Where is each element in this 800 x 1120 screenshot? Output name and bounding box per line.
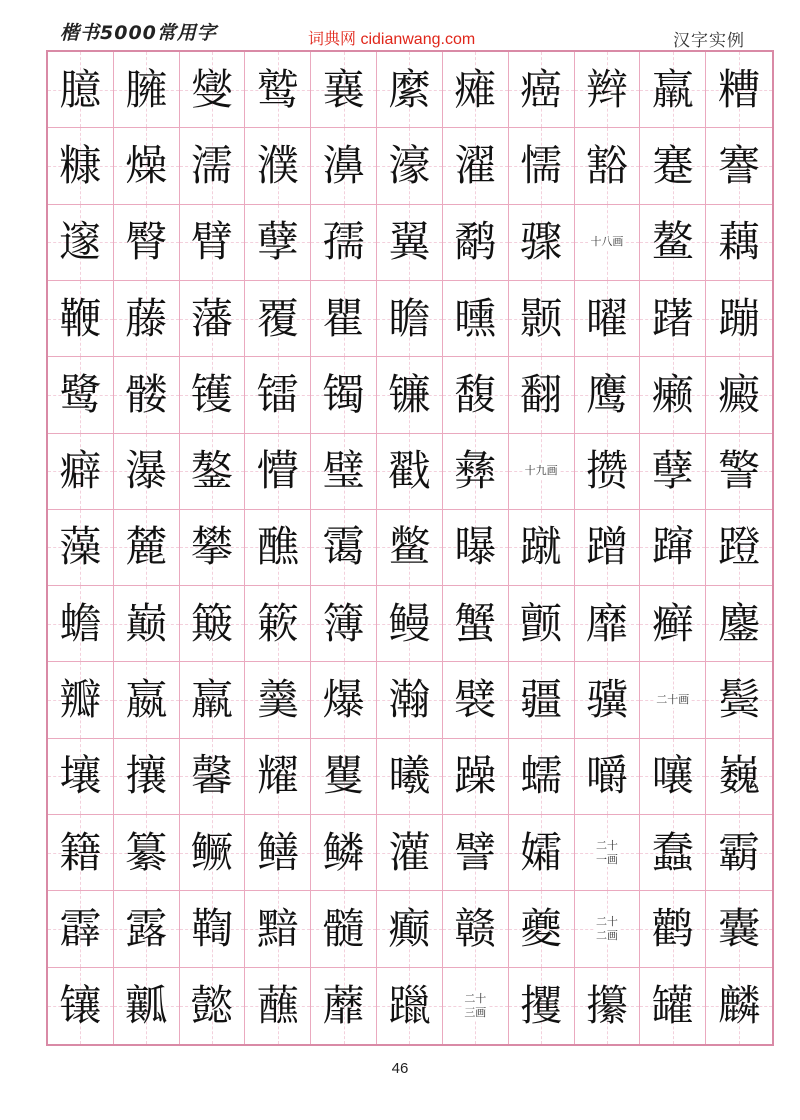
character-cell [245, 52, 311, 128]
character: 邃 [59, 217, 102, 267]
character-cell [311, 510, 377, 586]
character: 鞭 [59, 293, 102, 343]
character: 巅 [125, 598, 168, 648]
character: 譬 [454, 827, 497, 877]
character: 蹴 [520, 522, 563, 572]
character: 攒 [585, 446, 628, 496]
character-cell [443, 128, 509, 204]
character: 癣 [651, 598, 694, 648]
character-cell [377, 281, 443, 357]
character: 蟹 [454, 598, 497, 648]
character-cell [377, 434, 443, 510]
character-cell [114, 281, 180, 357]
character-cell [311, 281, 377, 357]
character: 嬴 [125, 675, 168, 725]
character: 濮 [256, 140, 299, 190]
character-cell [509, 357, 575, 433]
character: 鳜 [191, 827, 234, 877]
character-cell [114, 815, 180, 891]
character-cell [640, 968, 706, 1044]
character: 癜 [718, 369, 761, 419]
character: 矍 [322, 751, 365, 801]
character: 麟 [718, 980, 761, 1030]
character-cell [377, 128, 443, 204]
character-cell [575, 281, 641, 357]
character: 镯 [322, 369, 365, 419]
stroke-count-label: 十九画 [524, 464, 558, 478]
character-cell [311, 891, 377, 967]
character: 懦 [520, 140, 563, 190]
character: 曜 [585, 293, 628, 343]
character-cell [114, 52, 180, 128]
character-cell [706, 815, 772, 891]
character-cell [706, 205, 772, 281]
character: 鞫 [191, 904, 234, 954]
character: 躐 [388, 980, 431, 1030]
character: 霭 [322, 522, 365, 572]
character-cell [706, 434, 772, 510]
character: 糠 [59, 140, 102, 190]
character-cell [706, 968, 772, 1044]
character-cell [377, 891, 443, 967]
stroke-count-label: 二十 三画 [464, 992, 487, 1019]
character-cell [114, 739, 180, 815]
character-cell [377, 52, 443, 128]
character: 曝 [454, 522, 497, 572]
character: 簌 [256, 598, 299, 648]
character: 霹 [59, 904, 102, 954]
section-label: 汉字实例 [673, 31, 745, 51]
character-cell [180, 357, 246, 433]
character: 嚷 [651, 751, 694, 801]
character: 颤 [520, 598, 563, 648]
character: 癖 [59, 446, 102, 496]
character: 鹭 [59, 369, 102, 419]
character-cell [114, 205, 180, 281]
character: 蘸 [256, 980, 299, 1030]
character: 蟾 [59, 598, 102, 648]
character: 瞿 [322, 293, 365, 343]
character: 警 [718, 446, 761, 496]
character-cell [245, 662, 311, 738]
character: 瓤 [125, 980, 168, 1030]
character-cell [706, 739, 772, 815]
character: 濞 [322, 140, 365, 190]
character-cell [377, 815, 443, 891]
stroke-count-cell [575, 891, 641, 967]
character-cell [575, 52, 641, 128]
character-cell [575, 128, 641, 204]
character: 骥 [585, 675, 628, 725]
character-cell [48, 281, 114, 357]
stroke-count-cell [575, 205, 641, 281]
character-cell [245, 510, 311, 586]
character-cell [509, 510, 575, 586]
character-cell [640, 586, 706, 662]
book-title: 楷书5000常用字 [60, 22, 217, 44]
character: 醮 [256, 522, 299, 572]
character-cell [706, 586, 772, 662]
character-cell [640, 510, 706, 586]
character-cell [377, 662, 443, 738]
character: 燮 [191, 64, 234, 114]
character-cell [48, 891, 114, 967]
character-cell [48, 128, 114, 204]
character: 濠 [388, 140, 431, 190]
character-cell [48, 586, 114, 662]
character-cell [180, 205, 246, 281]
character: 璧 [322, 446, 365, 496]
character-cell [706, 662, 772, 738]
character-cell [180, 434, 246, 510]
character-cell [509, 968, 575, 1044]
character: 攫 [520, 980, 563, 1030]
character-cell [311, 52, 377, 128]
character-cell [48, 662, 114, 738]
character: 蠢 [651, 827, 694, 877]
character-cell [706, 510, 772, 586]
stroke-count-cell [640, 662, 706, 738]
character-cell [509, 128, 575, 204]
character: 鳖 [388, 522, 431, 572]
character: 藤 [125, 293, 168, 343]
character: 蹿 [651, 522, 694, 572]
character-cell [114, 357, 180, 433]
character-cell [509, 205, 575, 281]
character-cell [245, 205, 311, 281]
character-cell [311, 815, 377, 891]
character-cell [245, 128, 311, 204]
character: 鏊 [191, 446, 234, 496]
character: 髅 [125, 369, 168, 419]
character-cell [443, 357, 509, 433]
character: 爆 [322, 675, 365, 725]
character-cell [377, 586, 443, 662]
character: 瞻 [388, 293, 431, 343]
character: 孽 [256, 217, 299, 267]
character-cell [114, 586, 180, 662]
character-cell [311, 739, 377, 815]
character: 癫 [388, 904, 431, 954]
character: 孽 [651, 446, 694, 496]
character: 耀 [256, 751, 299, 801]
character: 黯 [256, 904, 299, 954]
character: 壤 [59, 751, 102, 801]
character: 霸 [718, 827, 761, 877]
character: 赣 [454, 904, 497, 954]
character-grid [48, 52, 772, 1044]
character: 瓣 [59, 675, 102, 725]
character: 蘼 [322, 980, 365, 1030]
character: 罐 [651, 980, 694, 1030]
character: 鬓 [718, 675, 761, 725]
character-cell [114, 510, 180, 586]
character-cell [706, 891, 772, 967]
character: 藕 [718, 217, 761, 267]
character-cell [509, 662, 575, 738]
site-watermark: 词典网 cidianwang.com [308, 31, 476, 48]
character: 鹫 [256, 64, 299, 114]
character-cell [180, 662, 246, 738]
character-cell [509, 891, 575, 967]
character: 镶 [59, 980, 102, 1030]
character-cell [245, 281, 311, 357]
character-cell [311, 968, 377, 1044]
character-cell [706, 52, 772, 128]
character-cell [377, 510, 443, 586]
character-cell [509, 52, 575, 128]
character-cell [48, 205, 114, 281]
character-cell [114, 662, 180, 738]
character-cell [377, 357, 443, 433]
character-cell [180, 281, 246, 357]
character: 纂 [125, 827, 168, 877]
character-cell [311, 586, 377, 662]
character-cell [377, 205, 443, 281]
character-cell [443, 891, 509, 967]
character-cell [48, 739, 114, 815]
character: 髓 [322, 904, 365, 954]
character-cell [443, 815, 509, 891]
character: 縻 [388, 64, 431, 114]
character: 躁 [454, 751, 497, 801]
character: 灌 [388, 827, 431, 877]
character-cell [575, 968, 641, 1044]
stroke-count-label: 十八画 [590, 235, 624, 249]
character-cell [245, 815, 311, 891]
character-cell [640, 281, 706, 357]
character-cell [311, 662, 377, 738]
character: 瘫 [454, 64, 497, 114]
character-cell [48, 510, 114, 586]
character: 馨 [191, 751, 234, 801]
character-cell [245, 357, 311, 433]
character: 藩 [191, 293, 234, 343]
character-cell [575, 662, 641, 738]
character: 攘 [125, 751, 168, 801]
character-cell [706, 128, 772, 204]
character: 羸 [651, 64, 694, 114]
character-grid-frame [46, 50, 774, 1046]
character-cell [311, 357, 377, 433]
character: 癌 [520, 64, 563, 114]
character-cell [245, 891, 311, 967]
character-cell [443, 662, 509, 738]
character: 镭 [256, 369, 299, 419]
character-cell [377, 968, 443, 1044]
character: 臂 [191, 217, 234, 267]
character: 巍 [718, 751, 761, 801]
character-cell [311, 205, 377, 281]
character-cell [443, 739, 509, 815]
character-cell [509, 815, 575, 891]
character: 濯 [454, 140, 497, 190]
character: 覆 [256, 293, 299, 343]
character-cell [180, 586, 246, 662]
character-cell [311, 128, 377, 204]
character-cell [575, 510, 641, 586]
character-cell [640, 815, 706, 891]
character-cell [509, 739, 575, 815]
character-cell [640, 205, 706, 281]
character-cell [114, 968, 180, 1044]
character: 懿 [191, 980, 234, 1030]
character: 鳌 [651, 217, 694, 267]
character: 馥 [454, 369, 497, 419]
character: 鹳 [651, 904, 694, 954]
character: 躇 [651, 293, 694, 343]
character: 臀 [125, 217, 168, 267]
character: 臆 [59, 64, 102, 114]
stroke-count-label: 二十画 [656, 693, 690, 707]
character-cell [48, 357, 114, 433]
page-number: 46 [391, 1060, 409, 1077]
character: 镰 [388, 369, 431, 419]
stroke-count-cell [509, 434, 575, 510]
character: 謇 [718, 140, 761, 190]
character-cell [443, 281, 509, 357]
character: 襄 [322, 64, 365, 114]
character-cell [640, 739, 706, 815]
character: 鹬 [454, 217, 497, 267]
character: 瀚 [388, 675, 431, 725]
character: 囊 [718, 904, 761, 954]
character-cell [640, 357, 706, 433]
character: 麓 [125, 522, 168, 572]
character-cell [509, 281, 575, 357]
character: 蹦 [718, 293, 761, 343]
character: 嚼 [585, 751, 628, 801]
character: 籍 [59, 827, 102, 877]
character: 鳞 [322, 827, 365, 877]
character-cell [640, 891, 706, 967]
character-cell [575, 739, 641, 815]
character: 鳗 [388, 598, 431, 648]
character-cell [443, 586, 509, 662]
character: 羹 [256, 675, 299, 725]
character: 骤 [520, 217, 563, 267]
character-cell [706, 357, 772, 433]
character-cell [443, 510, 509, 586]
character-cell [509, 586, 575, 662]
character: 露 [125, 904, 168, 954]
character: 孀 [520, 827, 563, 877]
character-cell [180, 815, 246, 891]
character: 襞 [454, 675, 497, 725]
character: 靡 [585, 598, 628, 648]
character: 糟 [718, 64, 761, 114]
character: 癞 [651, 369, 694, 419]
character: 曛 [454, 293, 497, 343]
character: 羸 [191, 675, 234, 725]
character-cell [640, 52, 706, 128]
character-cell [443, 52, 509, 128]
character: 彝 [454, 446, 497, 496]
character-cell [311, 434, 377, 510]
character: 孺 [322, 217, 365, 267]
character-cell [114, 891, 180, 967]
page-header [0, 0, 800, 52]
character: 簿 [322, 598, 365, 648]
character: 镬 [191, 369, 234, 419]
character: 臃 [125, 64, 168, 114]
character: 瀑 [125, 446, 168, 496]
character-cell [48, 815, 114, 891]
character: 簸 [191, 598, 234, 648]
character: 夔 [520, 904, 563, 954]
stroke-count-label: 二十 二画 [595, 915, 618, 943]
character-cell [245, 434, 311, 510]
character-cell [180, 510, 246, 586]
character-cell [706, 281, 772, 357]
character-cell [180, 52, 246, 128]
character: 翼 [388, 217, 431, 267]
character-cell [245, 739, 311, 815]
character-cell [180, 128, 246, 204]
character: 颢 [520, 293, 563, 343]
character: 豁 [585, 140, 628, 190]
character-cell [180, 968, 246, 1044]
character-cell [640, 434, 706, 510]
character: 蹇 [651, 140, 694, 190]
character: 攥 [585, 980, 628, 1030]
character: 蠕 [520, 751, 563, 801]
character: 疆 [520, 675, 563, 725]
character-cell [180, 891, 246, 967]
character: 鳝 [256, 827, 299, 877]
character: 辫 [585, 64, 628, 114]
character: 戳 [388, 446, 431, 496]
character-cell [640, 128, 706, 204]
character-cell [114, 128, 180, 204]
character: 翻 [520, 369, 563, 419]
character-cell [575, 357, 641, 433]
character: 蹬 [718, 522, 761, 572]
character-cell [575, 434, 641, 510]
character-cell [114, 434, 180, 510]
character: 鹰 [585, 369, 628, 419]
character: 攀 [191, 522, 234, 572]
character: 藻 [59, 522, 102, 572]
character-cell [245, 586, 311, 662]
character-cell [245, 968, 311, 1044]
character-cell [48, 434, 114, 510]
character: 曦 [388, 751, 431, 801]
character-cell [48, 52, 114, 128]
character-cell [575, 586, 641, 662]
character-cell [377, 739, 443, 815]
character: 蹭 [585, 522, 628, 572]
character: 濡 [191, 140, 234, 190]
stroke-count-cell [575, 815, 641, 891]
character: 懵 [256, 446, 299, 496]
character: 鏖 [718, 598, 761, 648]
stroke-count-cell [443, 968, 509, 1044]
character-cell [48, 968, 114, 1044]
stroke-count-label: 二十 一画 [595, 838, 618, 866]
character: 燥 [125, 140, 168, 190]
character-cell [443, 434, 509, 510]
character-cell [443, 205, 509, 281]
character-cell [180, 739, 246, 815]
